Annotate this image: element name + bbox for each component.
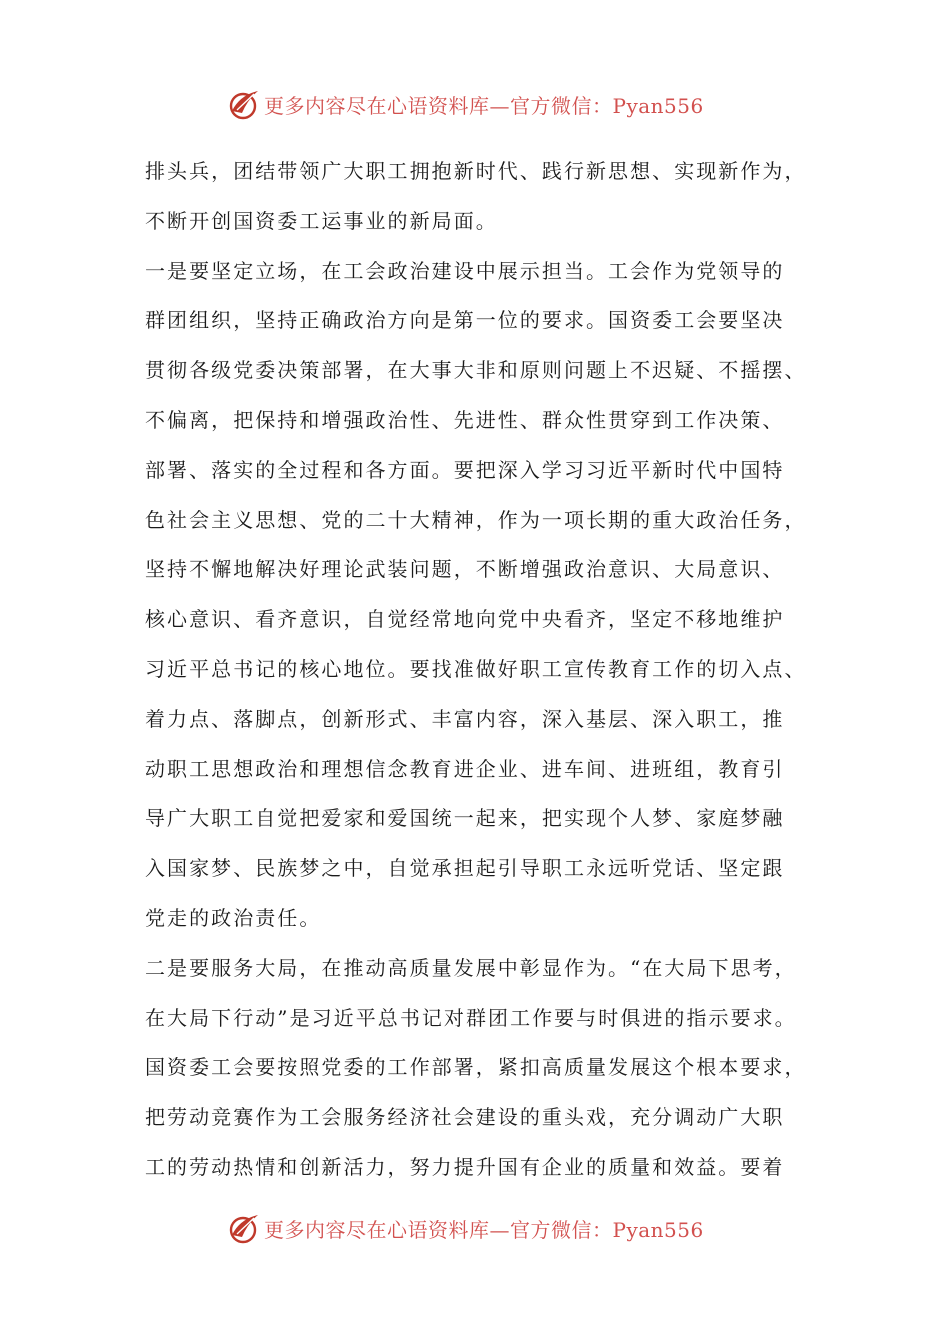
text-line: 贯彻各级党委决策部署，在大事大非和原则问题上不迟疑、不摇摆、 [145, 358, 807, 383]
pen-logo-icon [228, 87, 262, 121]
text-line: 着力点、落脚点，创新形式、丰富内容，深入基层、深入职工，推 [145, 706, 785, 731]
text-line: 导广大职工自觉把爱家和爱国统一起来，把实现个人梦、家庭梦融 [145, 806, 785, 831]
header-banner [228, 84, 704, 124]
text-line: 坚持不懈地解决好理论武装问题，不断增强政治意识、大局意识、 [145, 557, 785, 582]
text-line: 核心意识、看齐意识，自觉经常地向党中央看齐，坚定不移地维护 [145, 607, 785, 632]
text-line: 党走的政治责任。 [145, 905, 322, 930]
text-line: 动职工思想政治和理想信念教育进企业、进车间、进班组，教育引 [145, 756, 785, 781]
text-line: 在大局下行动”是习近平总书记对群团工作要与时俱进的指示要求。 [145, 1005, 797, 1030]
header-banner-text: 更多内容尽在心语资料库—官方微信：Pyan556 [264, 93, 704, 118]
text-line: 二是要服务大局，在推动高质量发展中彰显作为。“在大局下思考， [145, 955, 797, 980]
text-line: 习近平总书记的核心地位。要找准做好职工宣传教育工作的切入点、 [145, 656, 807, 681]
text-line: 一是要坚定立场，在工会政治建设中展示担当。工会作为党领导的 [145, 258, 785, 283]
text-line: 把劳动竞赛作为工会服务经济社会建设的重头戏，充分调动广大职 [145, 1105, 785, 1130]
document-body [145, 147, 835, 1193]
text-line: 不偏离，把保持和增强政治性、先进性、群众性贯穿到工作决策、 [145, 407, 785, 432]
text-line: 部署、落实的全过程和各方面。要把深入学习习近平新时代中国特 [145, 457, 785, 482]
text-line: 不断开创国资委工运事业的新局面。 [145, 208, 498, 233]
text-line: 入国家梦、民族梦之中，自觉承担起引导职工永远听党话、坚定跟 [145, 856, 785, 881]
footer-banner [228, 1208, 704, 1248]
text-line: 工的劳动热情和创新活力，努力提升国有企业的质量和效益。要着 [145, 1154, 785, 1179]
text-line: 色社会主义思想、党的二十大精神，作为一项长期的重大政治任务， [145, 507, 807, 532]
text-line: 排头兵，团结带领广大职工拥抱新时代、践行新思想、实现新作为， [145, 159, 807, 183]
text-line: 群团组织，坚持正确政治方向是第一位的要求。国资委工会要坚决 [145, 308, 785, 333]
footer-banner-text: 更多内容尽在心语资料库—官方微信：Pyan556 [264, 1217, 704, 1242]
text-line: 国资委工会要按照党委的工作部署，紧扣高质量发展这个根本要求， [145, 1055, 807, 1080]
pen-logo-icon [228, 1211, 262, 1245]
